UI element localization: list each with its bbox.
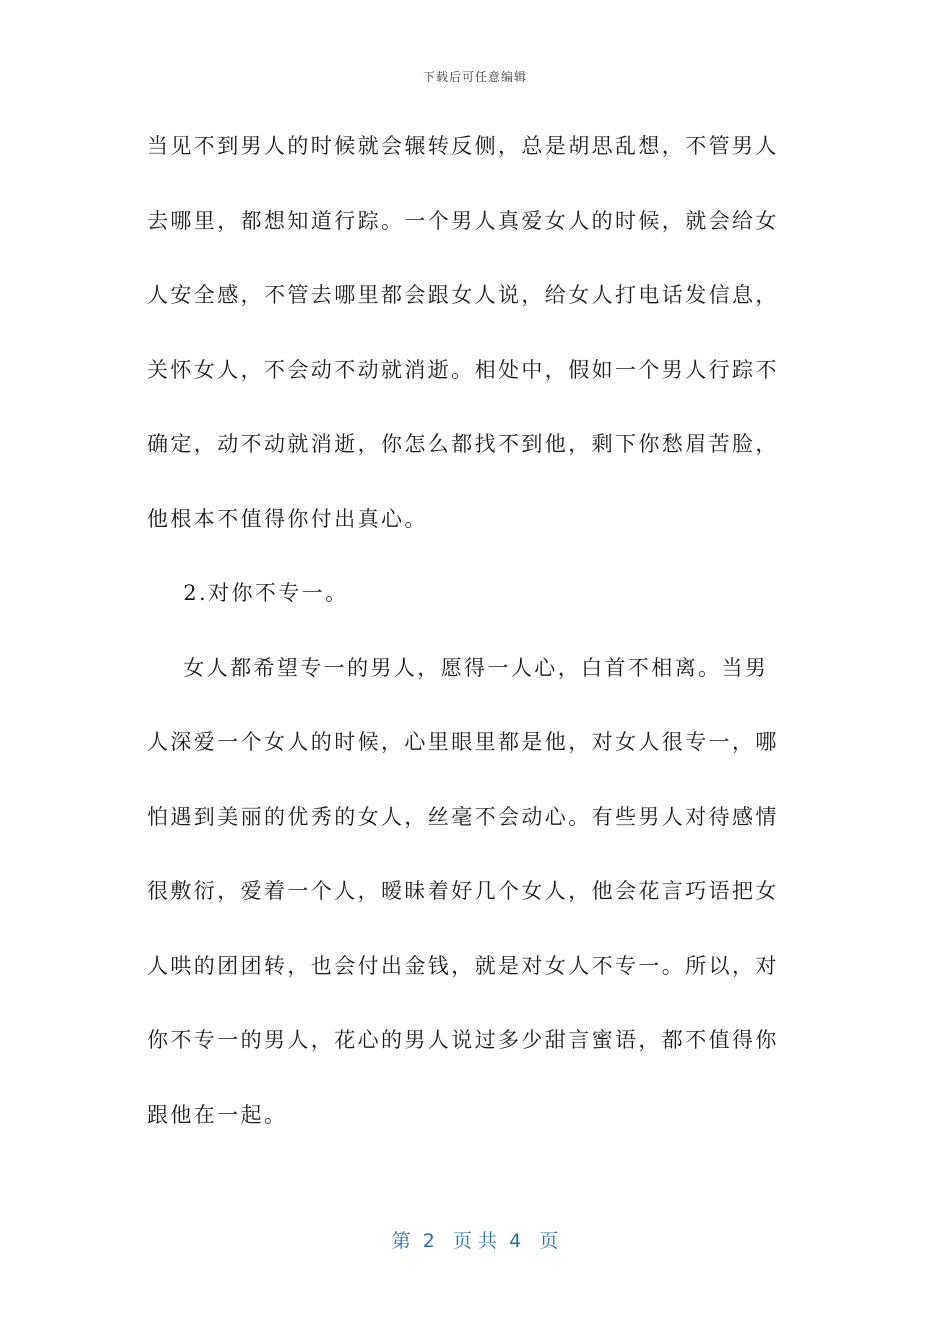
text-line: 女人都希望专一的男人，愿得一人心，白首不相离。当男	[147, 655, 769, 680]
article-body	[147, 126, 807, 1169]
text-line: 他根本不值得你付出真心。	[147, 506, 428, 531]
page-number-footer: 第 2 页 共 4 页	[391, 1230, 559, 1252]
text-line: 你不专一的男人，花心的男人说过多少甜言蜜语，都不值得你	[147, 1028, 779, 1052]
text-line: 人深爱一个女人的时候，心里眼里都是他，对女人很专一，哪	[147, 730, 779, 754]
text-line: 当见不到男人的时候就会辗转反侧，总是胡思乱想，不管男人	[147, 134, 779, 158]
text-line: 怕遇到美丽的优秀的女人，丝毫不会动心。有些男人对待感情	[147, 804, 779, 829]
text-line: 很敷衍，爱着一个人，暧昧着好几个女人，他会花言巧语把女	[147, 879, 779, 903]
text-line: 跟他在一起。	[147, 1102, 288, 1127]
header-note: 下载后可任意编辑	[422, 70, 527, 84]
text-line: 去哪里，都想知道行踪。一个男人真爱女人的时候，就会给女	[147, 208, 779, 233]
text-line: 人安全感，不管去哪里都会跟女人说，给女人打电话发信息，	[147, 283, 779, 307]
section-heading: 2.对你不专一。	[147, 581, 349, 605]
text-line: 关怀女人，不会动不动就消逝。相处中，假如一个男人行踪不	[147, 357, 779, 382]
text-line: 人哄的团团转，也会付出金钱，就是对女人不专一。所以，对	[147, 953, 779, 978]
text-line: 确定，动不动就消逝，你怎么都找不到他，剩下你愁眉苦脸，	[147, 432, 779, 456]
